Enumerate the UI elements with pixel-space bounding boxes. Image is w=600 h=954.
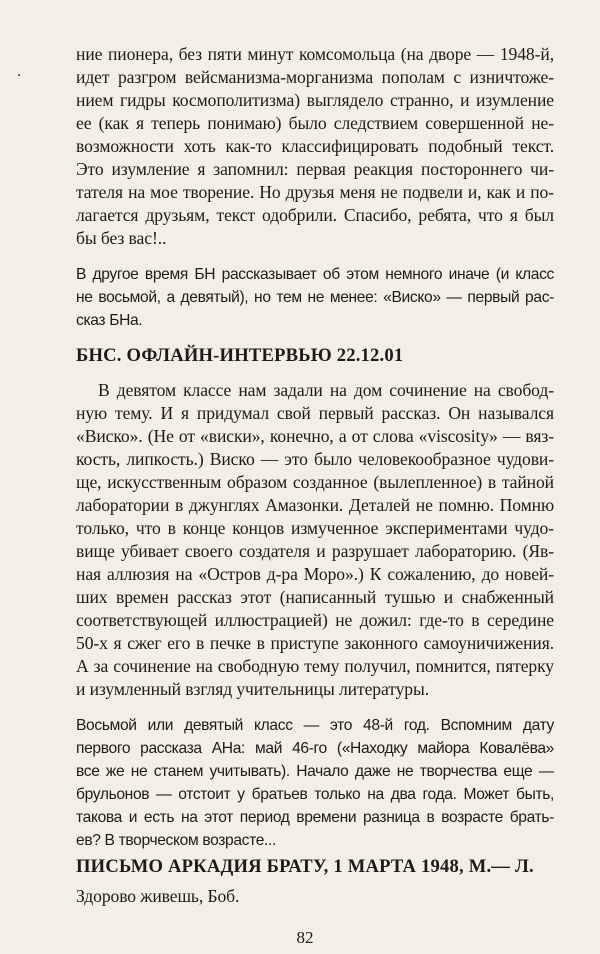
paragraph-1-line: тателя на мое творение. Но друзья меня не подвели и, как и по- — [76, 182, 554, 202]
comment-1-line: сказ БНа. — [76, 312, 143, 329]
comment-2-line: Восьмой или девятый класс — это 48-й год. Вспомним дату — [76, 717, 554, 734]
paragraph-1-line: Это изумление я запомнил: первая реакция постороннего чи- — [76, 159, 554, 179]
comment-2-line: ев? В творческом возрасте... — [76, 832, 276, 849]
paragraph-2-line: лаборатории в джунглях Амазонки. Деталей не помню. Помню — [76, 495, 554, 515]
paragraph-2-line: «Виско». (Не от «виски», конечно, а от слова «viscosity» — вяз- — [76, 426, 554, 446]
paragraph-2-line: ная аллюзия на «Остров д-ра Моро».) К сожалению, до новей- — [76, 564, 554, 584]
paragraph-2-line: ную тему. И я придумал свой первый рассказ. Он назывался — [76, 403, 554, 423]
paragraph-1-line: возможности хоть как-то классифицировать подобный текст. — [76, 136, 554, 156]
paragraph-1-line: идет разгром вейсманизма-морганизма пополам с изничтоже- — [76, 67, 554, 87]
letter-opening: Здорово живешь, Боб. — [76, 886, 240, 906]
comment-2-line: брульонов — отстоит у братьев только на два года. Может быть, — [76, 786, 554, 803]
paragraph-2-line: только, что в конце концов измученное экспериментами чудо- — [76, 518, 554, 538]
paragraph-2-line: и изумленный взгляд учительницы литературы. — [76, 679, 430, 699]
paragraph-2-line: кость, липкость.) Виско — это было человекообразное чудови- — [76, 449, 554, 469]
section-heading: ПИСЬМО АРКАДИЯ БРАТУ, 1 МАРТА 1948, М.— Л. — [76, 856, 534, 877]
paragraph-2-line: А за сочинение на свободную тему получил, помнится, пятерку — [76, 656, 554, 676]
section-heading: БНС. ОФЛАЙН-ИНТЕРВЬЮ 22.12.01 — [76, 345, 404, 366]
paragraph-2-line: вище убивает своего создателя и разрушает лабораторию. (Яв- — [76, 541, 554, 561]
paragraph-1-line: бы без вас!.. — [76, 228, 167, 248]
comment-1-line: В другое время БН рассказывает об этом немного иначе (и класс — [76, 266, 554, 283]
page-number: 82 — [296, 928, 314, 947]
paragraph-2-line: ще, искусственным образом созданное (вылепленное) в тайной — [76, 472, 554, 492]
comment-2-line: все же не станем учитывать). Начало даже не творчества еще — — [76, 763, 554, 780]
paragraph-1-line: ее (как я теперь понимаю) было следствием совершенной не- — [76, 113, 554, 133]
comment-2-line: первого рассказа АНа: май 46-го («Находку майора Ковалёва» — [76, 740, 554, 757]
paragraph-1-line: ние пионера, без пяти минут комсомольца (на дворе — 1948-й, — [76, 44, 554, 64]
comment-2-line: такова и есть на этот период времени разница в возрасте брать- — [76, 809, 554, 826]
paragraph-2-line: В девятом классе нам задали на дом сочинение на свобод- — [98, 380, 554, 400]
paragraph-2-line: 50-х я сжег его в печке в приступе законного самоуничижения. — [76, 633, 554, 653]
paragraph-1-line: лагается друзьям, текст одобрили. Спасибо, ребята, что я был — [76, 205, 554, 225]
print-speck — [18, 74, 20, 76]
paragraph-1-line: нием гидры космополитизма) выглядело странно, и изумление — [76, 90, 554, 110]
comment-1-line: не восьмой, а девятый), но тем не менее: «Виско» — первый рас- — [76, 289, 554, 306]
paragraph-2-line: ших времен рассказ этот (написанный тушью и снабженный — [76, 587, 554, 607]
paragraph-2-line: соответствующей иллюстрацией) не дожил: где-то в середине — [76, 610, 554, 630]
